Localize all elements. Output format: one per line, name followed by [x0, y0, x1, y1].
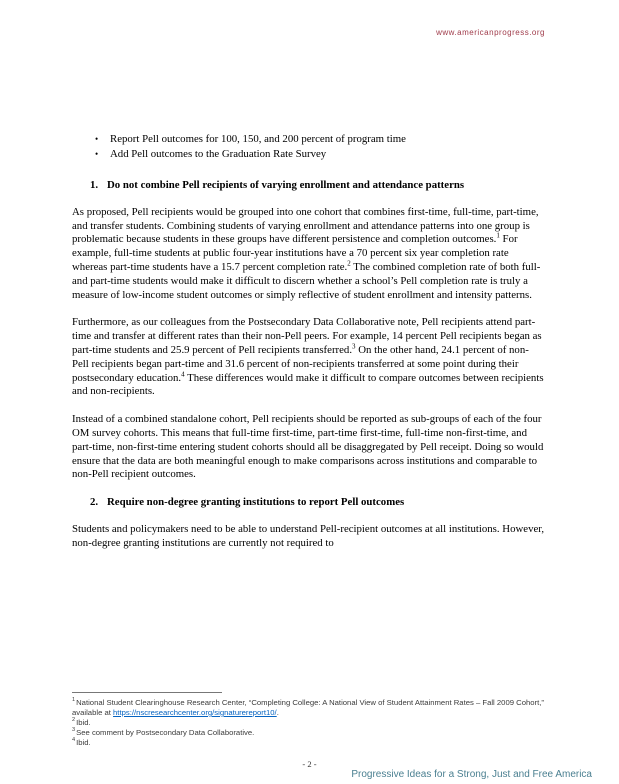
footnote-ref-1: 1: [496, 231, 500, 240]
footnote: [72, 728, 545, 738]
paragraph-3: Instead of a combined standalone cohort, Pell recipients should be reported as sub-groups of each of the four OM survey cohorts. This means that full-time first-time, part-time first-time, full-time non-first-time, and part-time, non-first-time entering student cohorts should all be disaggregated by Pell receipt. Doing so would ensure that the data are both meaningful enough to make comparisons across institutions and comparable to non-Pell recipient outcomes.: [72, 413, 544, 481]
footnote-link[interactable]: https://nscresearchcenter.org/signaturereport10/: [113, 708, 277, 717]
footnote-ref-4: 4: [181, 369, 185, 378]
footnote-text: Ibid.: [76, 718, 91, 727]
footer-tagline: Progressive Ideas for a Strong, Just and Free America: [351, 769, 592, 780]
site-url: www.americanprogress.org: [436, 28, 545, 37]
footnote-text: Ibid.: [76, 738, 91, 747]
footnote-marker: 1: [72, 697, 76, 704]
bullet-text: Report Pell outcomes for 100, 150, and 200 percent of program time: [110, 133, 406, 145]
footnote-marker: 2: [72, 717, 76, 724]
heading-title: Do not combine Pell recipients of varying enrollment and attendance patterns: [107, 179, 465, 191]
section-heading-2: [90, 496, 545, 510]
footnote: [72, 738, 545, 748]
footnotes-section: [72, 692, 545, 748]
footnote-ref-2: 2: [347, 259, 351, 268]
footnote-text: National Student Clearinghouse Research Center, “Completing College: A National View of Student Attainment Rates – Fall 2009 Cohort,” available at: [72, 698, 544, 717]
paragraph-text: For example, full-time students at public four-year institutions have a 70 percent six year completion rate whereas part-time students have a 15.7 percent completion rate.: [72, 233, 518, 273]
paragraph-2: [72, 316, 545, 399]
paragraph-text: Furthermore, as our colleagues from the Postsecondary Data Collaborative note, Pell recipients attend part-time and transfer at different rates than their non-Pell peers. For example, 14 percent Pell recipients began as part-time students and 25.9 percent of Pell recipients transferred.: [72, 316, 542, 356]
bullet-list: [72, 132, 545, 161]
bullet-text: Add Pell outcomes to the Graduation Rate Survey: [110, 147, 327, 160]
bullet-icon: •: [95, 148, 99, 159]
page-header: [72, 22, 545, 37]
heading-title: Require non-degree granting institutions to report Pell outcomes: [107, 496, 405, 509]
heading-number: 1.: [90, 179, 99, 191]
footnote-text: See comment by Postsecondary Data Collaborative.: [76, 728, 255, 737]
paragraph-1: [72, 206, 545, 303]
paragraph-text: On the other hand, 24.1 percent of non-Pell recipients began part-time and 31.6 percent of non-recipients transferred at some point during their postsecondary education.: [72, 343, 529, 384]
footnote: [72, 718, 545, 728]
section-heading-1: [90, 179, 545, 193]
page-number: - 2 -: [302, 759, 317, 769]
footnote-ref-3: 3: [352, 342, 356, 351]
bullet-icon: •: [95, 134, 99, 144]
list-item: [72, 147, 545, 162]
paragraph-text: The combined completion rate of both full- and part-time students would make it difficult to discern whether a school’s Pell completion rate is truly a measure of low-income student outcomes or simply reflective of student enrollment and intensity patterns.: [72, 260, 541, 301]
list-item: [72, 132, 545, 147]
paragraph-4: Students and policymakers need to be able to understand Pell-recipient outcomes at all institutions. However, non-degree granting institutions are currently not required to: [72, 522, 545, 549]
footnote-marker: 4: [72, 737, 76, 744]
paragraph-text: As proposed, Pell recipients would be grouped into one cohort that combines first-time, full-time, part-time, and transfer students. Combining students of varying enrollment and attendance patterns into one group is problematic because students in these groups have different persistence and completion outcomes.: [72, 205, 539, 246]
footnote-separator: [72, 692, 222, 693]
footnote: [72, 698, 545, 718]
footnote-text: .: [276, 708, 279, 717]
heading-number: 2.: [90, 496, 99, 509]
paragraph-text: These differences would make it difficult to compare outcomes between recipients and non-recipients.: [72, 371, 544, 398]
footnote-marker: 3: [72, 727, 76, 734]
